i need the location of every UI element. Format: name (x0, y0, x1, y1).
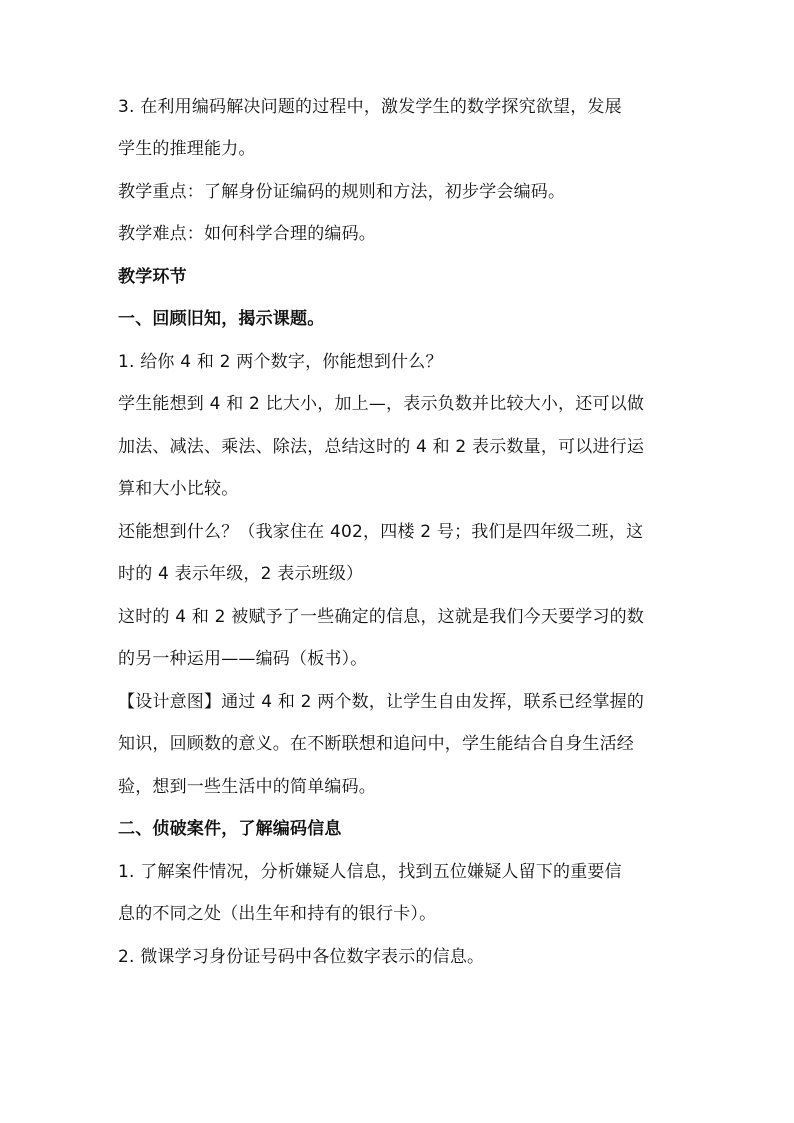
student-answer-line-2: 加法、减法、乘法、除法，总结这时的 4 和 2 表示数量，可以进行运 (118, 437, 645, 457)
objective-3-line-2: 学生的推理能力。 (118, 139, 256, 159)
teaching-key-point: 教学重点：了解身份证编码的规则和方法，初步学会编码。 (118, 182, 566, 202)
summary-line-2: 的另一种运用——编码（板书）。 (118, 649, 368, 669)
teaching-difficulty: 教学难点：如何科学合理的编码。 (118, 224, 376, 244)
section-heading-teaching-steps: 教学环节 (118, 267, 187, 287)
objective-3-line-1: 3. 在利用编码解决问题的过程中，激发学生的数学探究欲望，发展 (118, 97, 622, 117)
section-heading-review: 一、回顾旧知，揭示课题。 (118, 309, 325, 329)
design-intent-line-3: 验，想到一些生活中的简单编码。 (118, 777, 376, 797)
case-step-1-line-1: 1. 了解案件情况，分析嫌疑人信息，找到五位嫌疑人留下的重要信 (118, 862, 622, 882)
design-intent-line-1: 【设计意图】通过 4 和 2 两个数，让学生自由发挥，联系已经掌握的 (118, 692, 645, 712)
follow-up-question-line-1: 还能想到什么？（我家住在 402，四楼 2 号；我们是四年级二班，这 (118, 522, 644, 542)
section-heading-case: 二、侦破案件，了解编码信息 (118, 819, 342, 839)
student-answer-line-1: 学生能想到 4 和 2 比大小，加上—，表示负数并比较大小，还可以做 (118, 394, 645, 414)
follow-up-question-line-2: 时的 4 表示年级，2 表示班级） (118, 564, 364, 584)
case-step-1-line-2: 息的不同之处（出生年和持有的银行卡）。 (118, 904, 437, 924)
summary-line-1: 这时的 4 和 2 被赋予了一些确定的信息，这就是我们今天要学习的数 (118, 607, 645, 627)
design-intent-line-2: 知识，回顾数的意义。在不断联想和追问中，学生能结合自身生活经 (118, 734, 634, 754)
case-step-2: 2. 微课学习身份证号码中各位数字表示的信息。 (118, 947, 485, 967)
student-answer-line-3: 算和大小比较。 (118, 479, 239, 499)
question-1: 1. 给你 4 和 2 两个数字，你能想到什么？ (118, 352, 443, 372)
